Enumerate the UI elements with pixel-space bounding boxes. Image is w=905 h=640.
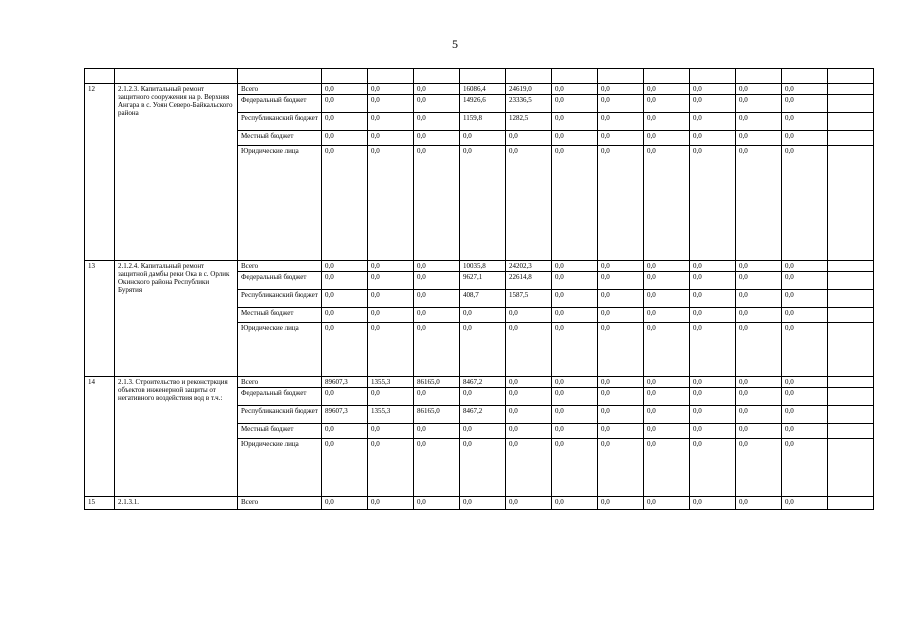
value-cell: 0,0	[690, 146, 736, 261]
funding-source-label: Республиканский бюджет	[238, 290, 322, 308]
value-cell: 0,0	[414, 308, 460, 323]
value-cell: 0,0	[736, 84, 782, 95]
funding-source-label: Всего	[238, 497, 322, 510]
value-cell: 0,0	[506, 424, 552, 439]
value-cell: 0,0	[552, 388, 598, 406]
value-cell: 0,0	[368, 146, 414, 261]
row-number: 14	[85, 377, 115, 497]
funding-source-label: Всего	[238, 84, 322, 95]
value-cell: 0,0	[598, 424, 644, 439]
value-cell: 0,0	[460, 439, 506, 497]
value-cell: 23336,5	[506, 95, 552, 113]
empty-cell	[828, 84, 874, 95]
value-cell: 0,0	[782, 308, 828, 323]
value-cell: 0,0	[552, 290, 598, 308]
value-cell: 0,0	[782, 95, 828, 113]
value-cell: 0,0	[644, 323, 690, 377]
value-cell: 1159,8	[460, 113, 506, 131]
value-cell: 0,0	[690, 439, 736, 497]
value-cell: 0,0	[506, 308, 552, 323]
table-body	[85, 69, 874, 510]
value-cell: 0,0	[782, 290, 828, 308]
value-cell: 0,0	[644, 377, 690, 388]
value-cell: 0,0	[736, 406, 782, 424]
value-cell: 0,0	[782, 272, 828, 290]
value-cell: 0,0	[736, 95, 782, 113]
empty-cell	[828, 406, 874, 424]
empty-cell	[828, 131, 874, 146]
value-cell: 0,0	[368, 261, 414, 272]
value-cell: 0,0	[414, 272, 460, 290]
value-cell: 0,0	[736, 308, 782, 323]
value-cell: 22614,8	[506, 272, 552, 290]
value-cell: 0,0	[552, 113, 598, 131]
empty-cell	[828, 146, 874, 261]
funding-source-label: Местный бюджет	[238, 424, 322, 439]
header-cell	[414, 69, 460, 84]
value-cell: 0,0	[414, 95, 460, 113]
value-cell: 0,0	[368, 84, 414, 95]
row-number: 12	[85, 84, 115, 261]
value-cell: 0,0	[644, 388, 690, 406]
row-number: 15	[85, 497, 115, 510]
header-cell	[322, 69, 368, 84]
value-cell: 0,0	[644, 146, 690, 261]
header-cell	[552, 69, 598, 84]
value-cell: 408,7	[460, 290, 506, 308]
value-cell: 0,0	[736, 261, 782, 272]
value-cell: 0,0	[782, 146, 828, 261]
value-cell: 0,0	[644, 272, 690, 290]
value-cell: 0,0	[552, 261, 598, 272]
value-cell: 0,0	[414, 113, 460, 131]
value-cell: 1282,5	[506, 113, 552, 131]
value-cell: 0,0	[368, 131, 414, 146]
value-cell: 0,0	[368, 113, 414, 131]
value-cell: 0,0	[368, 308, 414, 323]
value-cell: 0,0	[552, 439, 598, 497]
value-cell: 0,0	[598, 439, 644, 497]
value-cell: 0,0	[552, 308, 598, 323]
value-cell: 0,0	[552, 272, 598, 290]
header-cell	[460, 69, 506, 84]
value-cell: 0,0	[322, 388, 368, 406]
value-cell: 0,0	[598, 308, 644, 323]
value-cell: 0,0	[644, 290, 690, 308]
value-cell: 0,0	[460, 424, 506, 439]
value-cell: 0,0	[414, 146, 460, 261]
empty-cell	[828, 290, 874, 308]
value-cell: 1587,5	[506, 290, 552, 308]
value-cell: 0,0	[552, 323, 598, 377]
value-cell: 0,0	[782, 497, 828, 510]
value-cell: 0,0	[736, 146, 782, 261]
empty-cell	[828, 272, 874, 290]
value-cell: 0,0	[368, 388, 414, 406]
value-cell: 0,0	[506, 406, 552, 424]
empty-cell	[828, 308, 874, 323]
value-cell: 0,0	[644, 131, 690, 146]
table-row	[85, 261, 874, 272]
value-cell: 0,0	[598, 84, 644, 95]
value-cell: 0,0	[414, 388, 460, 406]
empty-cell	[828, 439, 874, 497]
value-cell: 0,0	[644, 95, 690, 113]
value-cell: 0,0	[460, 146, 506, 261]
table-row	[85, 497, 874, 510]
value-cell: 0,0	[736, 272, 782, 290]
value-cell: 0,0	[506, 131, 552, 146]
value-cell: 0,0	[414, 439, 460, 497]
value-cell: 86165,0	[414, 377, 460, 388]
value-cell: 0,0	[460, 308, 506, 323]
value-cell: 0,0	[690, 290, 736, 308]
funding-source-label: Федеральный бюджет	[238, 388, 322, 406]
value-cell: 0,0	[782, 113, 828, 131]
budget-table	[84, 68, 874, 510]
value-cell: 0,0	[690, 261, 736, 272]
value-cell: 0,0	[322, 95, 368, 113]
value-cell: 0,0	[598, 146, 644, 261]
measure-name: 2.1.2.3. Капитальный ремонт защитного сооружения на р. Верхняя Ангара в с. Уоян Северо-Байкальского района	[115, 84, 238, 261]
value-cell: 0,0	[782, 323, 828, 377]
value-cell: 0,0	[736, 131, 782, 146]
value-cell: 10035,8	[460, 261, 506, 272]
value-cell: 0,0	[782, 131, 828, 146]
value-cell: 0,0	[782, 406, 828, 424]
value-cell: 0,0	[736, 323, 782, 377]
value-cell: 0,0	[506, 323, 552, 377]
header-cell	[782, 69, 828, 84]
funding-source-label: Юридические лица	[238, 146, 322, 261]
value-cell: 0,0	[598, 261, 644, 272]
funding-source-label: Республиканский бюджет	[238, 113, 322, 131]
funding-source-label: Юридические лица	[238, 439, 322, 497]
funding-source-label: Федеральный бюджет	[238, 272, 322, 290]
value-cell: 0,0	[644, 84, 690, 95]
value-cell: 0,0	[690, 377, 736, 388]
value-cell: 0,0	[598, 323, 644, 377]
table-row	[85, 377, 874, 388]
value-cell: 0,0	[644, 497, 690, 510]
value-cell: 0,0	[552, 95, 598, 113]
value-cell: 0,0	[368, 424, 414, 439]
funding-source-label: Федеральный бюджет	[238, 95, 322, 113]
value-cell: 0,0	[414, 424, 460, 439]
value-cell: 0,0	[414, 261, 460, 272]
value-cell: 0,0	[598, 95, 644, 113]
empty-cell	[828, 95, 874, 113]
value-cell: 0,0	[782, 424, 828, 439]
value-cell: 0,0	[598, 406, 644, 424]
value-cell: 1355,3	[368, 377, 414, 388]
value-cell: 0,0	[368, 95, 414, 113]
value-cell: 89607,3	[322, 377, 368, 388]
value-cell: 0,0	[690, 95, 736, 113]
value-cell: 0,0	[690, 388, 736, 406]
measure-name: 2.1.2.4. Капитальный ремонт защитной дамбы реки Ока в с. Орлик Окинского района Республики Бурятия	[115, 261, 238, 377]
value-cell: 0,0	[552, 377, 598, 388]
value-cell: 0,0	[460, 497, 506, 510]
empty-cell	[828, 388, 874, 406]
value-cell: 0,0	[322, 272, 368, 290]
header-cell	[690, 69, 736, 84]
value-cell: 0,0	[460, 323, 506, 377]
value-cell: 0,0	[598, 113, 644, 131]
value-cell: 24202,3	[506, 261, 552, 272]
value-cell: 0,0	[322, 131, 368, 146]
value-cell: 0,0	[368, 497, 414, 510]
value-cell: 0,0	[736, 377, 782, 388]
value-cell: 0,0	[644, 424, 690, 439]
value-cell: 0,0	[322, 146, 368, 261]
value-cell: 0,0	[598, 272, 644, 290]
value-cell: 0,0	[782, 84, 828, 95]
value-cell: 0,0	[782, 261, 828, 272]
value-cell: 0,0	[644, 406, 690, 424]
value-cell: 0,0	[322, 439, 368, 497]
value-cell: 0,0	[460, 131, 506, 146]
value-cell: 0,0	[644, 439, 690, 497]
value-cell: 0,0	[690, 113, 736, 131]
value-cell: 0,0	[736, 424, 782, 439]
measure-name: 2.1.3.1.	[115, 497, 238, 510]
header-cell	[828, 69, 874, 84]
value-cell: 0,0	[506, 439, 552, 497]
value-cell: 0,0	[414, 84, 460, 95]
empty-cell	[828, 113, 874, 131]
header-cell	[598, 69, 644, 84]
header-cell	[238, 69, 322, 84]
funding-source-label: Местный бюджет	[238, 308, 322, 323]
header-cell	[644, 69, 690, 84]
funding-source-label: Всего	[238, 377, 322, 388]
value-cell: 0,0	[322, 261, 368, 272]
value-cell: 0,0	[690, 84, 736, 95]
value-cell: 0,0	[736, 113, 782, 131]
value-cell: 0,0	[552, 497, 598, 510]
header-cell	[85, 69, 115, 84]
value-cell: 0,0	[506, 388, 552, 406]
value-cell: 0,0	[598, 377, 644, 388]
row-number: 13	[85, 261, 115, 377]
value-cell: 0,0	[322, 113, 368, 131]
value-cell: 0,0	[782, 377, 828, 388]
value-cell: 16086,4	[460, 84, 506, 95]
value-cell: 0,0	[690, 308, 736, 323]
value-cell: 86165,0	[414, 406, 460, 424]
value-cell: 0,0	[690, 131, 736, 146]
value-cell: 0,0	[690, 406, 736, 424]
value-cell: 0,0	[506, 146, 552, 261]
header-cell	[506, 69, 552, 84]
value-cell: 0,0	[598, 388, 644, 406]
value-cell: 0,0	[414, 323, 460, 377]
header-cell	[115, 69, 238, 84]
value-cell: 8467,2	[460, 377, 506, 388]
value-cell: 0,0	[322, 290, 368, 308]
funding-source-label: Местный бюджет	[238, 131, 322, 146]
value-cell: 0,0	[368, 439, 414, 497]
value-cell: 0,0	[368, 272, 414, 290]
value-cell: 0,0	[322, 497, 368, 510]
value-cell: 0,0	[552, 131, 598, 146]
measure-name: 2.1.3. Строительство и реконстркция объектов инженерной защиты от негативного воздействия вод в т.ч.:	[115, 377, 238, 497]
empty-cell	[828, 424, 874, 439]
empty-cell	[828, 323, 874, 377]
value-cell: 0,0	[690, 497, 736, 510]
value-cell: 14926,6	[460, 95, 506, 113]
value-cell: 0,0	[736, 290, 782, 308]
table-row	[85, 84, 874, 95]
value-cell: 0,0	[690, 323, 736, 377]
value-cell: 0,0	[552, 406, 598, 424]
value-cell: 0,0	[598, 131, 644, 146]
value-cell: 0,0	[414, 131, 460, 146]
value-cell: 0,0	[552, 146, 598, 261]
value-cell: 0,0	[506, 377, 552, 388]
value-cell: 0,0	[644, 308, 690, 323]
empty-cell	[828, 261, 874, 272]
value-cell: 24619,0	[506, 84, 552, 95]
value-cell: 0,0	[322, 424, 368, 439]
table-header-row	[85, 69, 874, 84]
header-cell	[736, 69, 782, 84]
value-cell: 0,0	[598, 497, 644, 510]
value-cell: 0,0	[690, 272, 736, 290]
value-cell: 0,0	[460, 388, 506, 406]
value-cell: 0,0	[506, 497, 552, 510]
value-cell: 8467,2	[460, 406, 506, 424]
value-cell: 9627,1	[460, 272, 506, 290]
value-cell: 0,0	[644, 261, 690, 272]
value-cell: 0,0	[414, 497, 460, 510]
value-cell: 0,0	[736, 497, 782, 510]
value-cell: 0,0	[736, 388, 782, 406]
value-cell: 0,0	[552, 84, 598, 95]
value-cell: 1355,3	[368, 406, 414, 424]
value-cell: 0,0	[368, 323, 414, 377]
value-cell: 0,0	[644, 113, 690, 131]
value-cell: 0,0	[782, 388, 828, 406]
empty-cell	[828, 497, 874, 510]
value-cell: 0,0	[782, 439, 828, 497]
value-cell: 0,0	[368, 290, 414, 308]
value-cell: 0,0	[552, 424, 598, 439]
funding-source-label: Юридические лица	[238, 323, 322, 377]
value-cell: 0,0	[322, 84, 368, 95]
header-cell	[368, 69, 414, 84]
empty-cell	[828, 377, 874, 388]
value-cell: 0,0	[598, 290, 644, 308]
value-cell: 89607,3	[322, 406, 368, 424]
funding-source-label: Республиканский бюджет	[238, 406, 322, 424]
funding-source-label: Всего	[238, 261, 322, 272]
value-cell: 0,0	[736, 439, 782, 497]
value-cell: 0,0	[690, 424, 736, 439]
value-cell: 0,0	[414, 290, 460, 308]
value-cell: 0,0	[322, 308, 368, 323]
value-cell: 0,0	[322, 323, 368, 377]
page-number: 5	[452, 37, 458, 51]
